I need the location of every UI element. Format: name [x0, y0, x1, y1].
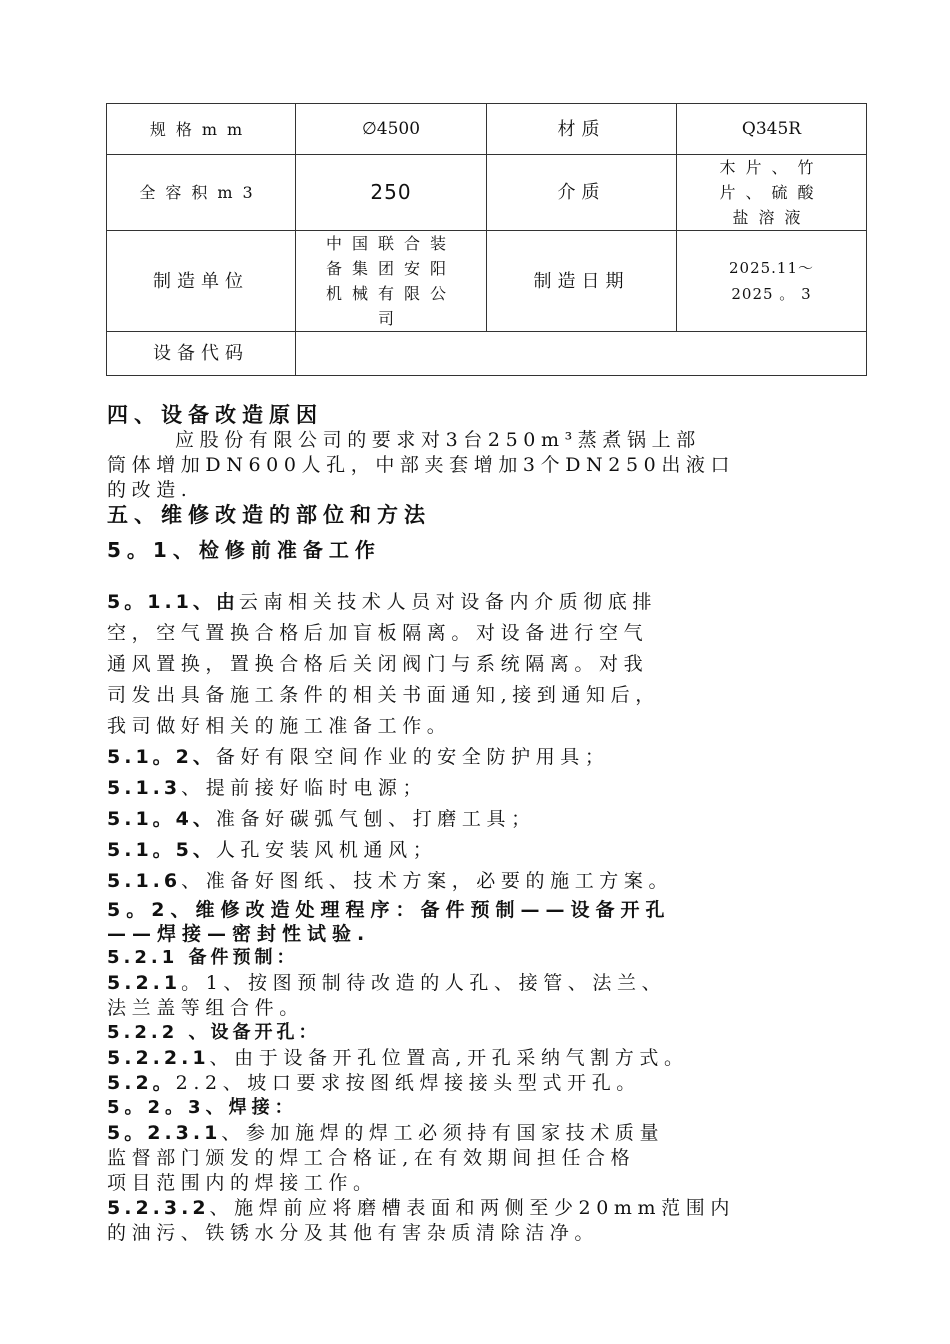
- list-item: [107, 1196, 735, 1220]
- list-item: [107, 869, 673, 893]
- section-5-2-3-heading: 5。2。3、焊接：: [107, 1097, 298, 1118]
- spec-label-cell: 规格mm: [107, 104, 296, 155]
- paragraph-line: 我司做好相关的施工准备工作。: [107, 715, 452, 737]
- paragraph-line: 空，空气置换合格后加盲板隔离。对设备进行空气: [107, 622, 649, 644]
- cell-line: 盐溶液: [732, 208, 811, 227]
- spec-value-cell: ∅4500: [296, 104, 487, 155]
- item-text: 、由于设备开孔位置高,开孔采纳气割方式。: [209, 1047, 689, 1069]
- paragraph-line: 项目范围内的焊接工作。: [107, 1172, 378, 1194]
- list-item: [107, 776, 427, 800]
- item-text: 云南相关技术人员对设备内介质彻底排: [238, 591, 658, 613]
- item-text: 、提前接好临时电源；: [181, 777, 428, 799]
- table-row: [107, 104, 867, 155]
- item-number: 5。2.3.1: [107, 1122, 222, 1144]
- list-item: [107, 971, 666, 995]
- item-text: 备好有限空间作业的安全防护用具；: [215, 746, 610, 768]
- list-item: [107, 745, 610, 769]
- manufacture-date-value-cell: [677, 231, 867, 332]
- item-text: 、参加施焊的焊工必须持有国家技术质量: [221, 1122, 665, 1144]
- paragraph-line: 法兰盖等组合件。: [107, 997, 304, 1019]
- list-item: [107, 1046, 689, 1070]
- cell-line: 木片、竹: [719, 158, 824, 177]
- cell-line: 司: [377, 309, 404, 328]
- paragraph-line: 监督部门颁发的焊工合格证,在有效期间担任合格: [107, 1147, 636, 1169]
- equipment-code-label-cell: 设备代码: [107, 332, 296, 376]
- manufacture-date-label-cell: 制造日期: [487, 231, 677, 332]
- item-number: 5。1.1、: [107, 591, 216, 613]
- emphasis-text: 由: [215, 591, 239, 613]
- cell-line: 中国联合装: [325, 234, 456, 253]
- item-text: 人孔安装风机通风；: [215, 839, 438, 861]
- section-5-2-2-heading: 5.2.2 、设备开孔：: [107, 1022, 321, 1043]
- material-value-cell: Q345R: [677, 104, 867, 155]
- item-number: 5.2.2.1: [107, 1047, 210, 1069]
- equipment-spec-table: [106, 103, 867, 376]
- list-item: [107, 807, 536, 831]
- item-text: 准备好碳弧气刨、打磨工具；: [215, 808, 536, 830]
- section-5-2-heading: 5。2、维修改造处理程序：备件预制——设备开孔: [107, 899, 671, 921]
- medium-value-cell: [677, 155, 867, 231]
- cell-line: 2025.11～: [728, 259, 815, 277]
- item-text: 2.2、坡口要求按图纸焊接接头型式开孔。: [175, 1072, 641, 1094]
- paragraph-line: 应股份有限公司的要求对3台250m³蒸煮锅上部: [175, 429, 701, 451]
- cell-line: 机械有限公: [325, 284, 456, 303]
- item-number: 5.1。4、: [107, 808, 216, 830]
- section-5-2-heading-cont: ——焊接—密封性试验.: [107, 923, 371, 945]
- cell-line: 备集团安阳: [325, 259, 456, 278]
- medium-label-cell: 介质: [487, 155, 677, 231]
- item-text: 、准备好图纸、技术方案，必要的施工方案。: [181, 870, 674, 892]
- item-number: 5.1。2、: [107, 746, 216, 768]
- item-number: 5.1。5、: [107, 839, 216, 861]
- table-row: [107, 155, 867, 231]
- table-row: [107, 231, 867, 332]
- item-number: 5.1.3: [107, 777, 182, 799]
- cell-line: 2025 。 3: [731, 285, 812, 303]
- material-label-cell: 材质: [487, 104, 677, 155]
- section-5-2-1-heading: 5.2.1 备件预制：: [107, 947, 299, 968]
- section-5-heading: 五、维修改造的部位和方法: [107, 503, 431, 527]
- paragraph-line: 通风置换，置换合格后关闭阀门与系统隔离。对我: [107, 653, 649, 675]
- paragraph-line: 的改造.: [107, 479, 193, 501]
- list-item: [107, 838, 437, 862]
- table-row: [107, 332, 867, 376]
- cell-line: 片、硫酸: [719, 183, 824, 202]
- paragraph-line: [107, 590, 657, 614]
- section-5-1-heading: 5。1、检修前准备工作: [107, 538, 381, 562]
- item-text: 。1、按图预制待改造的人孔、接管、法兰、: [181, 972, 667, 994]
- list-item: [107, 1121, 664, 1145]
- item-number: 5.1.6: [107, 870, 182, 892]
- paragraph-line: 的油污、铁锈水分及其他有害杂质清除洁净。: [107, 1222, 600, 1244]
- equipment-code-value-cell: [296, 332, 867, 376]
- item-text: 、施焊前应将磨槽表面和两侧至少20mm范围内: [209, 1197, 735, 1219]
- item-number: 5.2。: [107, 1072, 176, 1094]
- item-number: 5.2.3.2: [107, 1197, 210, 1219]
- list-item: [107, 1071, 641, 1095]
- volume-label-cell: 全容积m3: [107, 155, 296, 231]
- section-4-heading: 四、设备改造原因: [107, 403, 323, 427]
- manufacturer-label-cell: 制造单位: [107, 231, 296, 332]
- manufacturer-value-cell: [296, 231, 487, 332]
- volume-value-cell: 250: [296, 155, 487, 231]
- item-number: 5.2.1: [107, 972, 182, 994]
- paragraph-line: 筒体增加DN600人孔，中部夹套增加3个DN250出液口: [107, 454, 736, 476]
- paragraph-line: 司发出具备施工条件的相关书面通知,接到通知后，: [107, 684, 660, 706]
